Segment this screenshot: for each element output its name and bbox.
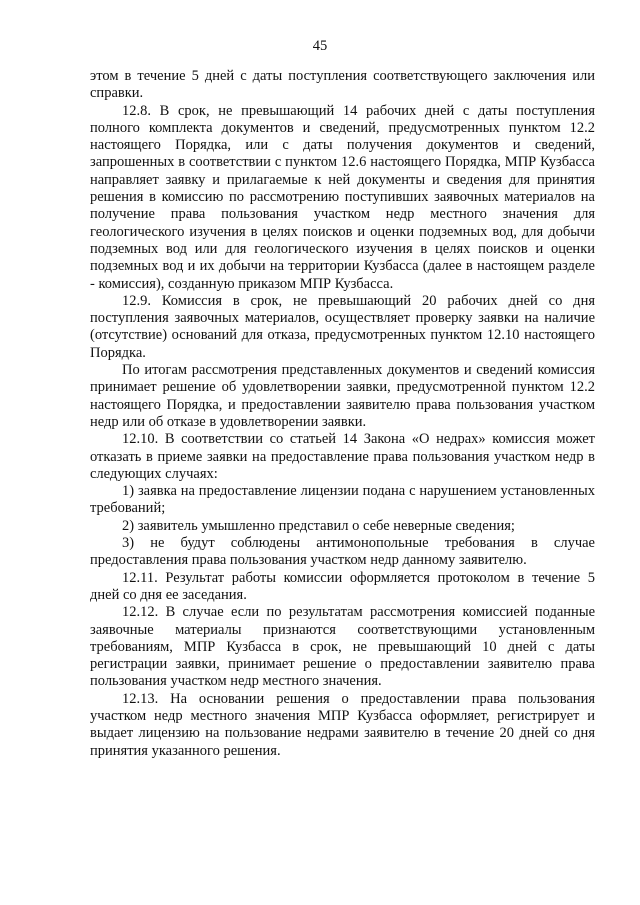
paragraph-12-13: 12.13. На основании решения о предоставлении права пользования участком недр местного значения МПР Кузбасса оформляет, регистрирует и выдает лицензию на пользование недрами заявителю в течение 20 дней со дня принятия указанного решения. [90,690,595,759]
list-item-2: 2) заявитель умышленно представил о себе неверные сведения; [122,517,515,534]
paragraph-12-8: 12.8. В срок, не превышающий 14 рабочих дней с даты поступления полного комплекта документов и сведений, предусмотренных пунктом 12.2 настоящего Порядка, или с даты получения документов и сведений, запрошенных в соответствии с пунктом 12.6 настоящего Порядка, МПР Кузбасса направляет заявку и прилагаемые к ней документы и сведения для принятия решения в комиссию по рассмотрению поступивших заявочных материалов на получение права пользования участком недр местного значения для геологического изучения в целях поисков и оценки подземных вод, для добычи подземных вод или для геологического изучения в целях поисков и оценки подземных вод и их добычи на территории Кузбасса (далее в настоящем разделе - комиссия), созданную приказом МПР Кузбасса. [90,102,595,292]
list-item-3: 3) не будут соблюдены антимонопольные требования в случае предоставления права пользования участком недр данному заявителю. [90,535,595,569]
paragraph-12-12: 12.12. В случае если по результатам рассмотрения комиссией поданные заявочные материалы признаются соответствующими установленным требованиям, МПР Кузбасса в срок, не превышающий 10 дней с даты регистрации заявки, принимает решение о предоставлении заявителю права пользования участком недр местного значения. [90,604,595,690]
list-item-1: 1) заявка на предоставление лицензии подана с нарушением установленных требований; [90,483,595,517]
paragraph-12-9: 12.9. Комиссия в срок, не превышающий 20 рабочих дней со дня поступления заявочных материалов, осуществляет проверку заявки на наличие (отсутствие) оснований для отказа, предусмотренных пунктом 12.10 настоящего Порядка. [90,292,595,361]
paragraph-12-11: 12.11. Результат работы комиссии оформляется протоколом в течение 5 дней со дня ее заседания. [90,569,595,603]
document-body [90,68,595,760]
paragraph-12-10: 12.10. В соответствии со статьей 14 Закона «О недрах» комиссия может отказать в приеме заявки на предоставление права пользования участком недр в следующих случаях: [90,431,595,482]
paragraph-continuation: этом в течение 5 дней с даты поступления соответствующего заключения или справки. [90,68,595,102]
page-number: 45 [312,38,328,54]
paragraph-commission-decision: По итогам рассмотрения представленных документов и сведений комиссия принимает решение об удовлетворении заявки, предусмотренной пунктом 12.2 настоящего Порядка, и предоставлении заявителю права пользования участком недр или об отказе в удовлетворении заявки. [90,362,595,430]
